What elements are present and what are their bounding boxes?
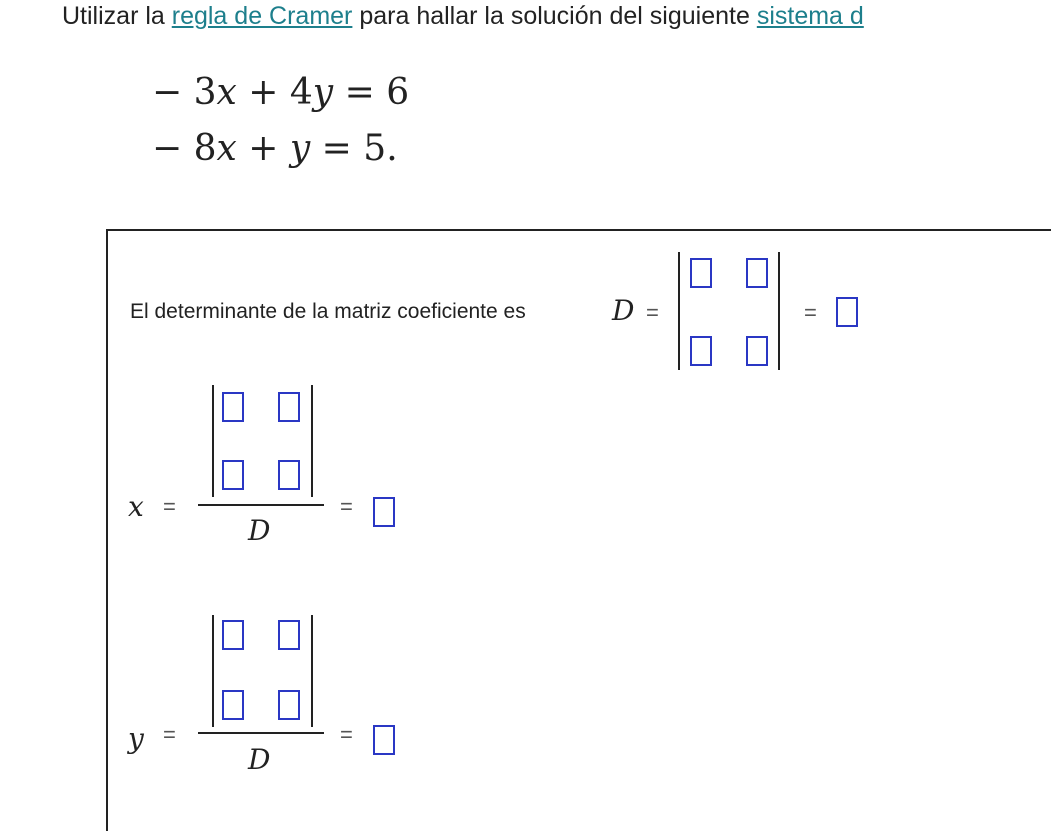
x-denominator: D — [248, 514, 271, 547]
equation-1 — [152, 72, 409, 113]
y-equals-2: = — [340, 722, 353, 747]
eq2-var-x: x — [216, 128, 237, 169]
dx-a21-input[interactable] — [222, 460, 244, 490]
determinant-equals: = — [646, 300, 659, 325]
d-a21-input[interactable] — [690, 336, 712, 366]
determinant-label: El determinante de la matriz coeficiente es — [130, 300, 526, 323]
x-equals: = — [163, 494, 176, 519]
eq1-var-x: x — [216, 72, 237, 113]
d-a12-input[interactable] — [746, 258, 768, 288]
eq2-rhs: = 5. — [310, 128, 398, 169]
eq2-var-y: y — [289, 128, 311, 169]
d-a22-input[interactable] — [746, 336, 768, 366]
eq1-coef-y: + 4 — [236, 72, 313, 113]
d-a11-input[interactable] — [690, 258, 712, 288]
y-var: y — [128, 722, 144, 755]
x-det-left-bar — [212, 385, 214, 497]
dx-a11-input[interactable] — [222, 392, 244, 422]
y-det-left-bar — [212, 615, 214, 727]
x-det-right-bar — [311, 385, 313, 497]
dy-a22-input[interactable] — [278, 690, 300, 720]
determinant-equals-2: = — [804, 300, 817, 325]
determinant-symbol: D — [612, 294, 635, 327]
question-prompt — [62, 2, 864, 31]
eq1-var-y: y — [312, 72, 334, 113]
x-var: x — [128, 490, 144, 523]
x-fraction-line — [198, 504, 324, 506]
y-equals: = — [163, 722, 176, 747]
eq2-coef-y: + — [236, 128, 290, 169]
sistema-link[interactable]: sistema d — [756, 2, 864, 30]
y-fraction-line — [198, 732, 324, 734]
dy-a12-input[interactable] — [278, 620, 300, 650]
dy-a21-input[interactable] — [222, 690, 244, 720]
eq1-rhs: = 6 — [333, 72, 410, 113]
eq2-coef-x: − 8 — [152, 128, 217, 169]
x-equals-2: = — [340, 494, 353, 519]
dx-a22-input[interactable] — [278, 460, 300, 490]
determinant-left-bar — [678, 252, 680, 370]
determinant-right-bar — [778, 252, 780, 370]
eq1-coef-x: − 3 — [152, 72, 217, 113]
equation-2 — [152, 128, 398, 169]
y-value-input[interactable] — [373, 725, 395, 755]
x-value-input[interactable] — [373, 497, 395, 527]
regla-de-cramer-link[interactable]: regla de Cramer — [171, 2, 353, 30]
dx-a12-input[interactable] — [278, 392, 300, 422]
y-det-right-bar — [311, 615, 313, 727]
prompt-text-start: Utilizar la — [62, 2, 172, 30]
d-value-input[interactable] — [836, 297, 858, 327]
prompt-text-middle: para hallar la solución del siguiente — [352, 2, 757, 30]
dy-a11-input[interactable] — [222, 620, 244, 650]
y-denominator: D — [248, 743, 271, 776]
